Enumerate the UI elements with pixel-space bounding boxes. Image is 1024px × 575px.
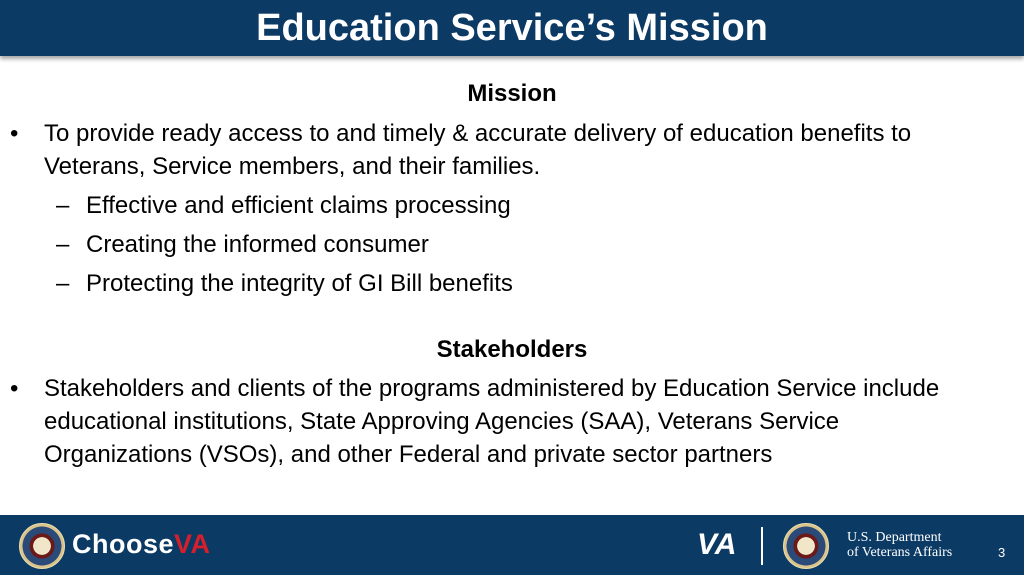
- va-seal-icon: [19, 523, 65, 569]
- mission-sub-item: [56, 228, 429, 261]
- footer-divider: [761, 527, 763, 565]
- stakeholders-bullet-text: [44, 372, 1004, 471]
- stakeholders-line-2: educational institutions, State Approving Agencies (SAA), Veterans Service: [44, 408, 840, 435]
- mission-bullet-icon: •: [10, 120, 19, 147]
- mission-bullet-line-1: To provide ready access to and timely & accurate delivery of education benefits to: [44, 120, 912, 147]
- choose-text: Choose: [72, 529, 175, 559]
- stakeholders-heading: Stakeholders: [436, 336, 588, 363]
- department-seal-icon: [783, 523, 829, 569]
- dash-icon: –: [56, 270, 70, 297]
- page-number: 3: [998, 545, 1006, 560]
- department-line-1: U.S. Department: [847, 530, 942, 545]
- department-line-2: of Veterans Affairs: [847, 545, 953, 560]
- mission-sub-item-label: Effective and efficient claims processing: [86, 192, 511, 219]
- mission-sub-item: [56, 267, 513, 300]
- department-name: [847, 530, 952, 560]
- mission-bullet-line-2: Veterans, Service members, and their families.: [44, 153, 541, 180]
- slide-title: Education Service’s Mission: [256, 6, 768, 49]
- stakeholders-line-1: Stakeholders and clients of the programs administered by Education Service include: [44, 375, 940, 402]
- stakeholders-line-3: Organizations (VSOs), and other Federal and private sector partners: [44, 441, 773, 468]
- dash-icon: –: [56, 231, 70, 258]
- dash-icon: –: [56, 192, 70, 219]
- choose-va-text: VA: [174, 529, 211, 559]
- va-logo: VA: [697, 528, 737, 561]
- title-bar: [0, 0, 1024, 56]
- mission-heading: Mission: [467, 80, 557, 107]
- mission-sub-item: [56, 189, 511, 222]
- choose-va-logo: [72, 529, 211, 560]
- stakeholders-bullet-icon: •: [10, 375, 19, 402]
- mission-bullet-text: [44, 117, 1004, 183]
- mission-sub-item-label: Protecting the integrity of GI Bill benefits: [86, 270, 513, 297]
- mission-sub-item-label: Creating the informed consumer: [86, 231, 429, 258]
